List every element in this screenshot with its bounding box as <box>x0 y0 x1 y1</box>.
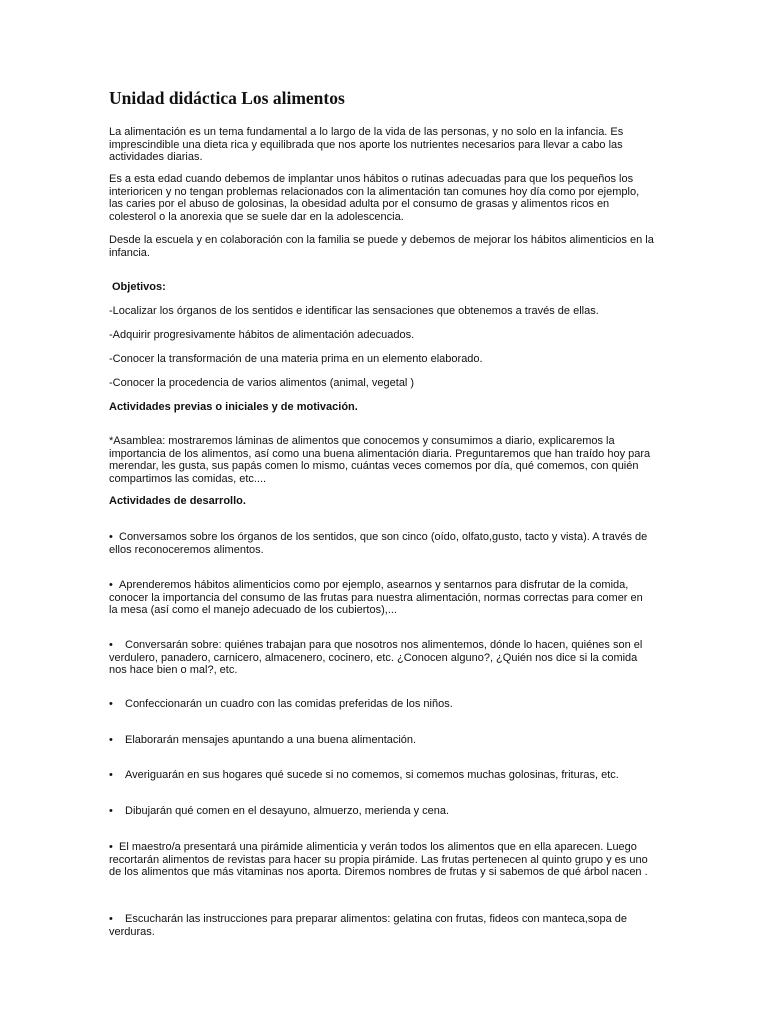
asamblea-paragraph: *Asamblea: mostraremos láminas de alimentos que conocemos y consumimos a diario, explicaremos la importancia de los alimentos, así como una buena alimentación diaria. Preguntaremos que han traído hoy para merendar, les gusta, sus papás comen lo mismo, cuántas veces comemos por día, qué comemos, con quién compartimos las comidas, etc.... <box>109 435 651 485</box>
list-item-text: Averiguarán en sus hogares qué sucede si no comemos, si comemos muchas golosinas, frituras, etc. <box>125 769 619 781</box>
list-item <box>109 841 654 879</box>
list-item-text: Escucharán las instrucciones para preparar alimentos: gelatina con frutas, fideos con manteca,sopa de verduras. <box>109 913 628 938</box>
list-item-text: Confeccionarán un cuadro con las comidas preferidas de los niños. <box>125 698 453 710</box>
list-item-text: El maestro/a presentará una pirámide alimenticia y verán todos los alimentos que en ella aparecen. Luego recortarán alimentos de revistas para hacer su propia pirámide. Las frutas pertenecen al quinto grupo y es uno de los alimentos que más vitaminas nos aporta. Diremos nombres de frutas y si sabemos de qué árbol nacen . <box>109 841 648 879</box>
document-title: Unidad didáctica Los alimentos <box>109 88 345 108</box>
objetivos-heading: Objetivos: <box>112 281 166 293</box>
list-item-text: Dibujarán qué comen en el desayuno, almuerzo, merienda y cena. <box>125 805 450 817</box>
bullet-icon: • <box>109 734 113 746</box>
list-item-text: Aprenderemos hábitos alimenticios como por ejemplo, asearnos y sentarnos para disfrutar de la comida, conocer la importancia del consumo de las frutas para nuestra alimentación, normas correctas para comer en la mesa (así como el manejo adecuado de los cubiertos),... <box>109 579 643 617</box>
list-item <box>109 639 654 677</box>
list-item-text: Elaborarán mensajes apuntando a una buena alimentación. <box>125 734 417 746</box>
bullet-icon: • <box>109 698 113 710</box>
objetivo-item-4: -Conocer la procedencia de varios alimentos (animal, vegetal ) <box>109 377 415 389</box>
intro-paragraph-3: Desde la escuela y en colaboración con la familia se puede y debemos de mejorar los hábitos alimenticios en la infancia. <box>109 234 654 259</box>
intro-paragraph-2: Es a esta edad cuando debemos de implantar unos hábitos o rutinas adecuadas para que los pequeños los interioricen y no tengan problemas relacionados con la alimentación tan comunes hoy día como por ejemplo, las caries por el abuso de golosinas, la obesidad adulta por el consumo de grasas y alimentos ricos en colesterol o la anorexia que se suele dar en la adolescencia. <box>109 173 640 223</box>
objetivo-item-3: -Conocer la transformación de una materia prima en un elemento elaborado. <box>109 353 483 365</box>
list-item <box>109 531 654 556</box>
list-item <box>109 805 654 818</box>
list-item-text: Conversamos sobre los órganos de los sentidos, que son cinco (oído, olfato,gusto, tacto y vista). A través de ellos reconoceremos alimentos. <box>109 531 648 556</box>
bullet-icon: • <box>109 531 113 543</box>
list-item <box>109 698 654 711</box>
list-item <box>109 579 654 617</box>
objetivo-item-2: -Adquirir progresivamente hábitos de alimentación adecuados. <box>109 329 415 341</box>
list-item <box>109 734 654 747</box>
bullet-icon: • <box>109 769 113 781</box>
previas-heading: Actividades previas o iniciales y de motivación. <box>109 401 358 413</box>
list-item <box>109 913 654 938</box>
bullet-icon: • <box>109 639 113 651</box>
bullet-icon: • <box>109 805 113 817</box>
bullet-icon: • <box>109 579 113 591</box>
desarrollo-heading: Actividades de desarrollo. <box>109 495 246 507</box>
list-item-text: Conversarán sobre: quiénes trabajan para que nosotros nos alimentemos, dónde lo hacen, quiénes son el verdulero, panadero, carnicero, almacenero, cocinero, etc. ¿Conocen alguno?, ¿Quién nos dice si la comida nos hace bien o mal?, etc. <box>109 639 643 677</box>
bullet-icon: • <box>109 913 113 925</box>
list-item <box>109 769 654 782</box>
bullet-icon: • <box>109 841 113 853</box>
objetivo-item-1: -Localizar los órganos de los sentidos e identificar las sensaciones que obtenemos a través de ellas. <box>109 305 599 317</box>
intro-paragraph-1: La alimentación es un tema fundamental a lo largo de la vida de las personas, y no solo en la infancia. Es imprescindible una dieta rica y equilibrada que nos aporte los nutrientes necesarios para llevar a cabo las actividades diarias. <box>109 126 624 164</box>
